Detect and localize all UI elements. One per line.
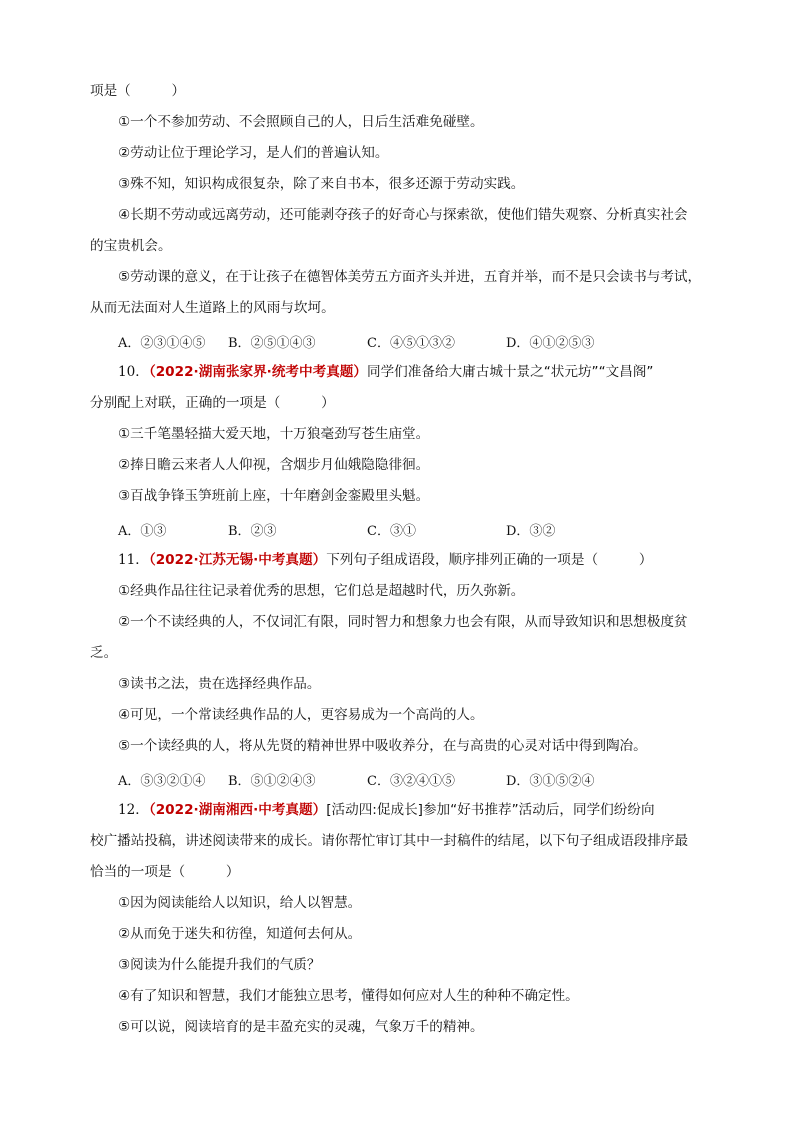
q9-sentence-5a: ⑤劳动课的意义，在于让孩子在德智体美劳五方面齐头并进，五育并举，而不是只会读书与考试， <box>118 269 702 285</box>
q10-option-c[interactable]: C．③① <box>367 524 416 539</box>
q10-option-a[interactable]: A．①③ <box>118 524 167 539</box>
q12-number: 12． <box>118 802 149 818</box>
q9-sentence-5b: 从而无法面对人生道路上的风雨与坎坷。 <box>90 300 335 316</box>
q9-stem-tail: 项是（ ） <box>90 83 186 99</box>
q11-sentence-4: ④可见，一个常读经典作品的人，更容易成为一个高尚的人。 <box>118 707 484 723</box>
q11-sentence-5: ⑤一个读经典的人，将从先贤的精神世界中吸收养分，在与高贵的心灵对话中得到陶冶。 <box>118 738 647 754</box>
q11-option-c[interactable]: C．③②④①⑤ <box>367 774 455 789</box>
q11-sentence-2a: ②一个不读经典的人，不仅词汇有限，同时智力和想象力也会有限，从而导致知识和思想极度贫 <box>118 614 688 630</box>
q9-option-c[interactable]: C．④⑤①③② <box>367 336 455 351</box>
q12-stem-a: [活动四:促成长]参加“好书推荐”活动后，同学们纷纷向 <box>326 802 655 818</box>
q11-option-d[interactable]: D．③①⑤②④ <box>506 774 595 789</box>
q12-stem-b: 校广播站投稿，讲述阅读带来的成长。请你帮忙审订其中一封稿件的结尾，以下句子组成语段排序最 <box>90 833 689 849</box>
q12-stem-line-1 <box>118 801 655 819</box>
q10-source: （2022·湖南张家界·统考中考真题） <box>148 364 367 380</box>
q10-stem-a: 同学们准备给大庸古城十景之“状元坊”“文昌阁” <box>367 364 654 380</box>
q11-source: （2022·江苏无锡·中考真题） <box>148 552 327 568</box>
q11-stem: 下列句子组成语段，顺序排列正确的一项是（ ） <box>326 552 653 568</box>
q10-stem-b: 分别配上对联，正确的一项是（ ） <box>90 395 335 411</box>
q10-number: 10． <box>118 364 149 380</box>
q10-option-d[interactable]: D．③② <box>506 524 556 539</box>
q11-stem-line <box>118 551 652 569</box>
q9-sentence-1: ①一个不参加劳动、不会照顾自己的人，日后生活难免碰壁。 <box>118 114 484 130</box>
q10-sentence-1: ①三千笔墨轻描大爱天地，十万狼毫劲写苍生庙堂。 <box>118 426 430 442</box>
q11-sentence-3: ③读书之法，贵在选择经典作品。 <box>118 676 321 692</box>
q12-sentence-3: ③阅读为什么能提升我们的气质？ <box>118 957 321 973</box>
q9-sentence-2: ②劳动让位于理论学习，是人们的普遍认知。 <box>118 145 389 161</box>
q10-sentence-3: ③百战争锋玉笋班前上座，十年磨剑金銮殿里头魁。 <box>118 488 430 504</box>
q12-source: （2022·湖南湘西·中考真题） <box>148 802 327 818</box>
q9-sentence-4b: 的宝贵机会。 <box>90 238 172 254</box>
q10-sentence-2: ②捧日瞻云来者人人仰视，含烟步月仙娥隐隐徘徊。 <box>118 457 430 473</box>
q12-sentence-5: ⑤可以说，阅读培育的是丰盈充实的灵魂，气象万千的精神。 <box>118 1019 484 1035</box>
q11-option-a[interactable]: A．⑤③②①④ <box>118 774 206 789</box>
q9-option-b[interactable]: B．②⑤①④③ <box>228 336 316 351</box>
q12-stem-c: 恰当的一项是（ ） <box>90 864 240 880</box>
q12-sentence-1: ①因为阅读能给人以知识，给人以智慧。 <box>118 895 362 911</box>
q10-option-b[interactable]: B．②③ <box>228 524 277 539</box>
q11-option-b[interactable]: B．⑤①②④③ <box>228 774 316 789</box>
q10-stem-line-1 <box>118 363 653 381</box>
q9-option-d[interactable]: D．④①②⑤③ <box>506 336 595 351</box>
q9-option-a[interactable]: A．②③①④⑤ <box>118 336 206 351</box>
q9-sentence-4a: ④长期不劳动或远离劳动，还可能剥夺孩子的好奇心与探索欲，使他们错失观察、分析真实社会 <box>118 207 688 223</box>
q11-number: 11． <box>118 552 149 568</box>
q12-sentence-4: ④有了知识和智慧，我们才能独立思考，懂得如何应对人生的种种不确定性。 <box>118 988 579 1004</box>
q11-sentence-1: ①经典作品往往记录着优秀的思想，它们总是超越时代，历久弥新。 <box>118 583 525 599</box>
q12-sentence-2: ②从而免于迷失和彷徨，知道何去何从。 <box>118 926 362 942</box>
q9-sentence-3: ③殊不知，知识构成很复杂，除了来自书本，很多还源于劳动实践。 <box>118 176 525 192</box>
q11-sentence-2b: 乏。 <box>90 645 118 661</box>
